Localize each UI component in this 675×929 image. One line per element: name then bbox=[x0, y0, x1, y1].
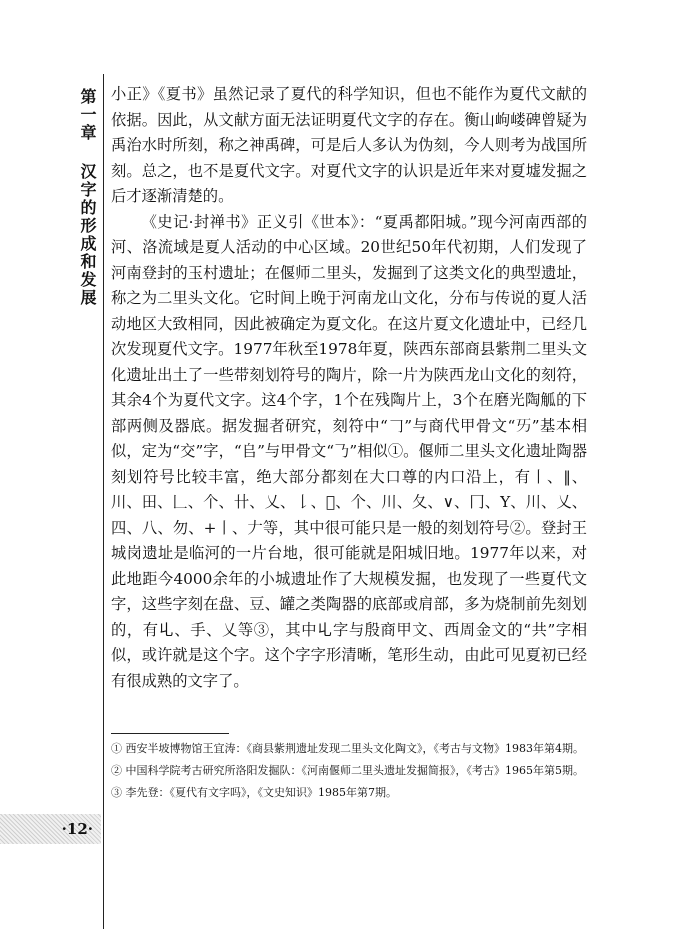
page-number-label: ·12· bbox=[61, 820, 93, 838]
margin-rule bbox=[103, 74, 104, 929]
footnotes bbox=[111, 739, 587, 805]
footnote-3: ③ 李先登：《夏代有文字吗》，《文史知识》1985年第7期。 bbox=[111, 786, 397, 799]
footnote-1: ① 西安半坡博物馆王宜涛：《商县紫荆遗址发现二里头文化陶文》，《考古与文物》1983年第4期。 bbox=[111, 742, 584, 755]
footnote-2: ② 中国科学院考古研究所洛阳发掘队：《河南偃师二里头遗址发掘简报》，《考古》1965年第5期。 bbox=[111, 764, 584, 777]
chapter-title: 第一章 汉字的形成和发展 bbox=[78, 88, 97, 307]
footnote-rule bbox=[111, 733, 229, 734]
page-number bbox=[0, 814, 101, 844]
paragraph-continued: 小正》《夏书》虽然记录了夏代的科学知识，但也不能作为夏代文献的依据。因此，从文献方面无法证明夏代文字的存在。衡山岣嵝碑曾疑为禹治水时所刻，称之神禹碑，可是后人多认为伪刻，今人则考为战国所刻。总之，也不是夏代文字。对夏代文字的认识是近年来对夏墟发掘之后才逐渐清楚的。 bbox=[111, 85, 587, 205]
body-text bbox=[111, 82, 587, 694]
paragraph-xia-writing: 《史记·封禅书》正义引《世本》：“夏禹都阳城。”现今河南西部的河、洛流域是夏人活动的中心区域。20世纪50年代初期，人们发现了河南登封的玉村遗址；在偃师二里头，发掘到了这类文化的典型遗址，称之为二里头文化。它时间上晚于河南龙山文化，分布与传说的夏人活动地区大致相同，因此被确定为夏文化。在这片夏文化遗址中，已经几次发现夏代文字。1977年秋至1978年夏，陕西东部商县紫荆二里头文化遗址出土了一些带刻划符号的陶片，除一片为陕西龙山文化的刻符，其余4个为夏代文字。这4个字，1个在残陶片上，3个在磨光陶觚的下部两侧及器底。据发掘者研究，刻符中“𠃌”与商代甲骨文“𠀅”基本相似，定为“交”字，“𠂤”与甲骨文“𠄎”相似①。偃师二里头文化遗址陶器刻划符号比较丰富，绝大部分都刻在大口尊的内口沿上，有丨、‖、川、田、𠃊、个、卄、乂、𠄌、𠃎、个、川、夂、∨、冂、Y、川、乂、四、八、勿、+丨、𠂇等，其中很可能只是一般的刻划符号②。登封王城岗遗址是临河的一片台地，很可能就是阳城旧地。1977年以来，对此地距今4000余年的小城遗址作了大规模发掘，也发现了一些夏代文字，这些字刻在盘、豆、罐之类陶器的底部或肩部，多为烧制前先刻划的，有𠃏、手、乂等③，其中𠃏字与殷商甲文、西周金文的“共”字相似，或许就是这个字。这个字字形清晰，笔形生动，由此可见夏初已经有很成熟的文字了。 bbox=[111, 212, 587, 690]
